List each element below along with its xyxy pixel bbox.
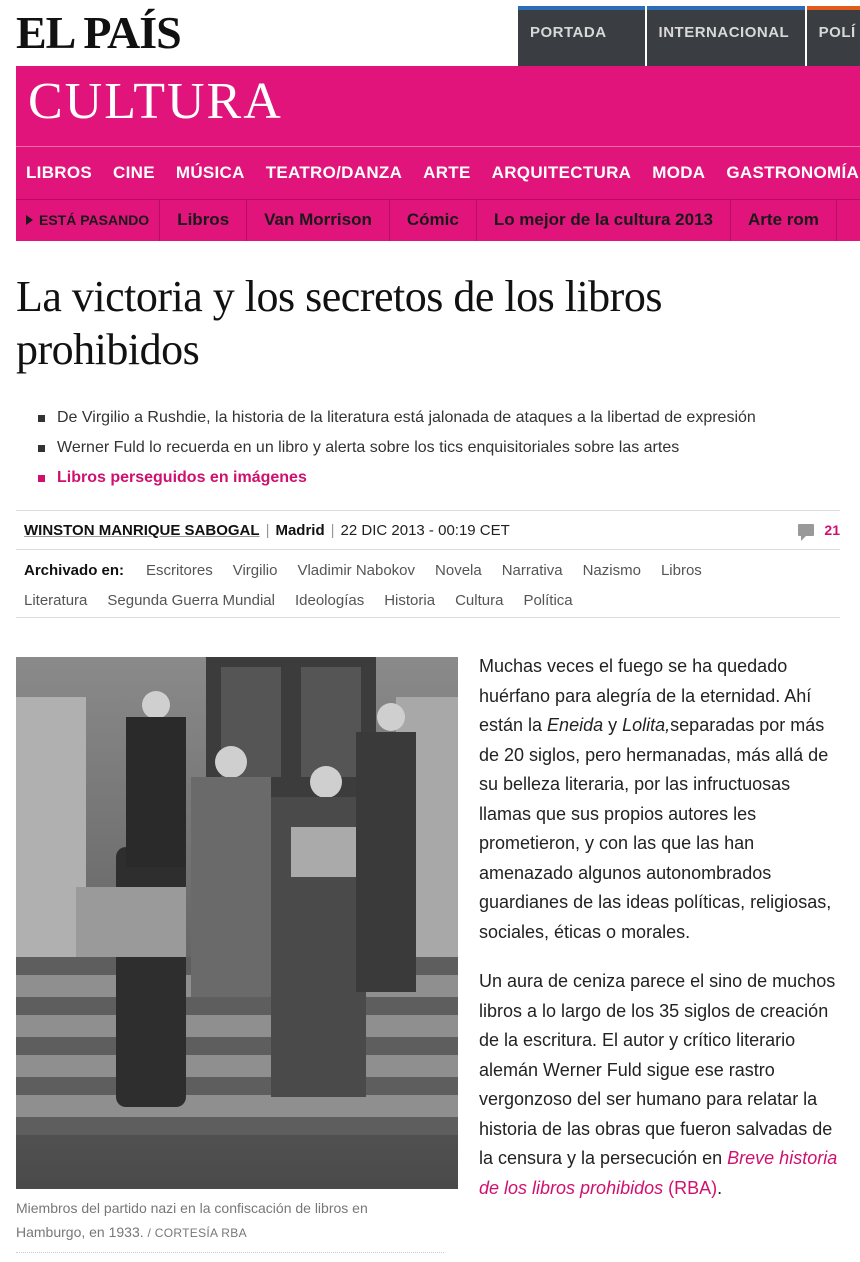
- tag-link[interactable]: Libros: [660, 562, 702, 579]
- tag-link[interactable]: Historia: [384, 592, 436, 609]
- gallery-link-text[interactable]: Libros perseguidos en imágenes: [57, 469, 307, 486]
- divider: [16, 1252, 444, 1253]
- summary-text: De Virgilio a Rushdie, la historia de la literatura está jalonada de ataques a la libertad de expresión: [57, 409, 756, 426]
- article-headline: La victoria y los secretos de los libros prohibidos: [16, 272, 662, 374]
- tab-politica[interactable]: POLÍ: [807, 6, 860, 66]
- tag-link[interactable]: Literatura: [24, 592, 88, 609]
- summary-item: [38, 403, 756, 433]
- cat-cine[interactable]: CINE: [113, 163, 155, 182]
- tab-internacional[interactable]: INTERNACIONAL: [647, 6, 805, 66]
- caption-text: Miembros del partido nazi en la confiscación de libros en Hamburgo, en 1933.: [16, 1200, 368, 1240]
- article-photo[interactable]: [16, 657, 458, 1189]
- cat-arquitectura[interactable]: ARQUITECTURA: [491, 163, 632, 182]
- comment-count[interactable]: 21: [824, 522, 840, 538]
- paragraph: Un aura de ceniza parece el sino de muchos libros a lo largo de los 35 siglos de creación de la escritura. El autor y crítico literario alemán Werner Fuld sigue ese rastro vergonzoso del ser humano para relatar la historia de las obras que fueron salvadas de la censura y la persecución en Breve historia de los libros prohibidos (RBA).: [479, 971, 838, 1198]
- tab-portada[interactable]: PORTADA: [518, 6, 645, 66]
- book-link[interactable]: Breve historia de los libros prohibidos: [479, 1148, 838, 1198]
- cat-musica[interactable]: MÚSICA: [175, 163, 245, 182]
- summary-item: [38, 433, 756, 463]
- trending-label: [16, 199, 160, 241]
- bullet-icon: [38, 475, 45, 482]
- trending-nav: [16, 199, 860, 241]
- tags-label: Archivado en:: [24, 562, 125, 579]
- tag-link[interactable]: Novela: [435, 562, 482, 579]
- category-nav: [16, 146, 860, 200]
- article-body: [479, 652, 839, 1223]
- byline: [16, 510, 840, 550]
- divider: |: [265, 521, 270, 539]
- trending-label-text: ESTÁ PASANDO: [39, 212, 150, 228]
- trending-item[interactable]: Arte rom: [731, 199, 837, 241]
- publisher-link[interactable]: (RBA): [663, 1177, 718, 1198]
- author-link[interactable]: WINSTON MANRIQUE SABOGAL: [24, 521, 260, 539]
- tag-link[interactable]: Vladimir Nabokov: [297, 562, 416, 579]
- section-title[interactable]: CULTURA: [28, 73, 283, 130]
- section-header: [16, 66, 860, 241]
- tag-link[interactable]: Cultura: [455, 592, 504, 609]
- trending-item[interactable]: Lo mejor de la cultura 2013: [477, 199, 731, 241]
- divider: |: [330, 521, 335, 539]
- article-summary: [38, 403, 756, 493]
- el-pais-logo[interactable]: EL PAÍS: [16, 7, 181, 58]
- trending-item[interactable]: Cómic: [390, 199, 477, 241]
- paragraph: Muchas veces el fuego se ha quedado huérfano para alegría de la eternidad. Ahí están la Eneida y Lolita,separadas por más de 20 siglos, pero hermanadas, más allá de su belleza literaria, por las infructuosas llamas que sus propios autores les prometieron, y con las que las han amenazado algunos autonombrados guardianes de las ideas políticas, religiosas, sociales, éticas o morales.: [479, 656, 832, 942]
- cat-arte[interactable]: ARTE: [423, 163, 471, 182]
- cat-moda[interactable]: MODA: [652, 163, 706, 182]
- photo-caption: [16, 1196, 440, 1245]
- top-nav: [518, 6, 860, 66]
- comment-bubble-icon: [798, 524, 814, 536]
- tag-link[interactable]: Narrativa: [501, 562, 563, 579]
- photo-graphic: [16, 657, 458, 1189]
- play-arrow-icon: [26, 215, 33, 225]
- tag-link[interactable]: Segunda Guerra Mundial: [107, 592, 275, 609]
- location: Madrid: [275, 521, 325, 539]
- summary-text: Werner Fuld lo recuerda en un libro y alerta sobre los tics enquisitoriales sobre las artes: [57, 439, 680, 456]
- publish-date: 22 DIC 2013 - 00:19 CET: [340, 521, 510, 539]
- tag-link[interactable]: Virgilio: [232, 562, 278, 579]
- bullet-icon: [38, 415, 45, 422]
- cat-libros[interactable]: LIBROS: [26, 163, 93, 182]
- trending-item[interactable]: Libros: [160, 199, 247, 241]
- tags-bar: [16, 552, 840, 618]
- comments-link[interactable]: [798, 522, 840, 538]
- caption-credit: / CORTESÍA RBA: [147, 1226, 247, 1240]
- tag-link[interactable]: Política: [523, 592, 573, 609]
- cat-gastronomia[interactable]: GASTRONOMÍA: [726, 163, 860, 182]
- tag-link[interactable]: Escritores: [146, 562, 213, 579]
- trending-item[interactable]: Van Morrison: [247, 199, 390, 241]
- tag-link[interactable]: Nazismo: [582, 562, 641, 579]
- tag-link[interactable]: Ideologías: [294, 592, 365, 609]
- cat-teatro-danza[interactable]: TEATRO/DANZA: [265, 163, 403, 182]
- gallery-link[interactable]: [38, 463, 756, 493]
- bullet-icon: [38, 445, 45, 452]
